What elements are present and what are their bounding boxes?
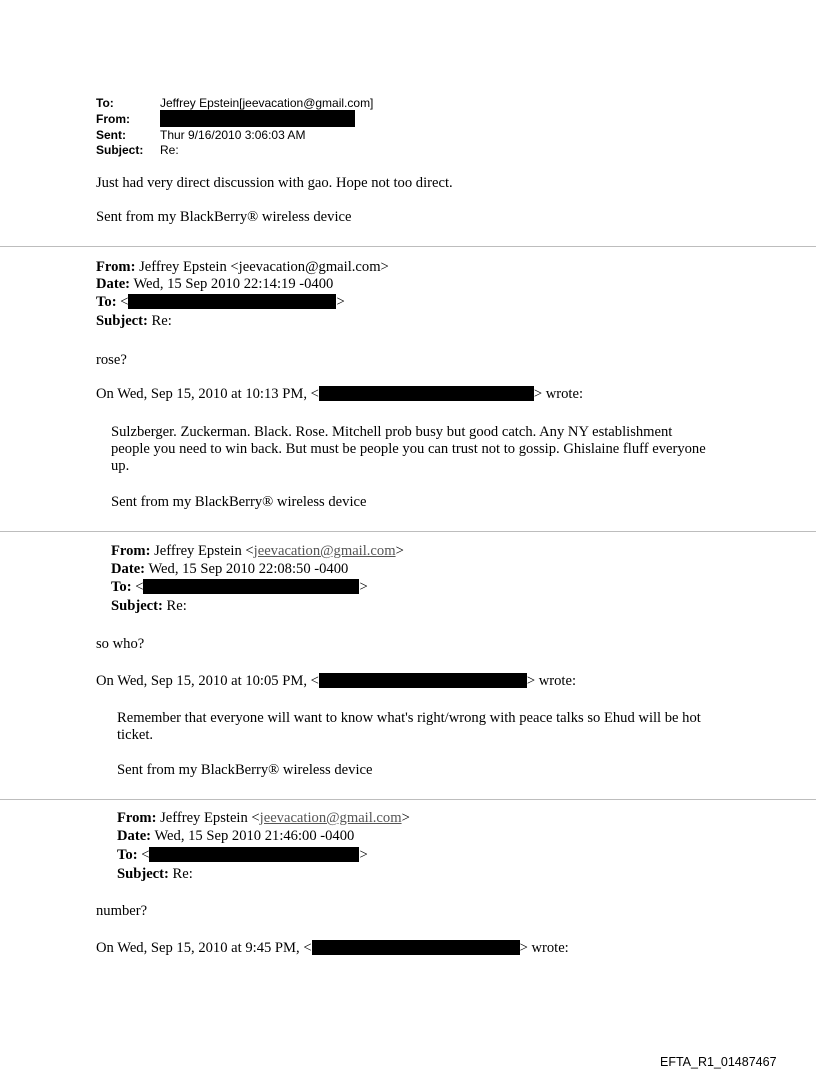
to-open: < bbox=[120, 294, 129, 310]
message-body: rose? bbox=[96, 352, 127, 368]
divider bbox=[0, 246, 816, 247]
date-line bbox=[117, 828, 354, 845]
message-body: Just had very direct discussion with gao. Hope not too direct. bbox=[96, 175, 453, 191]
quote-wrote: > wrote: bbox=[533, 386, 584, 402]
subject-line bbox=[111, 598, 187, 615]
message-body: number? bbox=[96, 903, 148, 919]
to-label: To: bbox=[117, 847, 138, 863]
signature: Sent from my BlackBerry® wireless device bbox=[111, 494, 367, 510]
to-label: To: bbox=[96, 96, 114, 110]
divider bbox=[0, 531, 816, 532]
email-link[interactable]: jeevacation@gmail.com bbox=[253, 543, 396, 559]
quote-wrote: > wrote: bbox=[526, 673, 577, 689]
quote-intro-line bbox=[96, 386, 583, 403]
subject-value: Re: bbox=[166, 598, 187, 614]
from-label: From: bbox=[111, 543, 151, 559]
quoted-body: Sulzberger. Zuckerman. Black. Rose. Mitchell prob busy but good catch. Any NY establishment people you need to win back. But must be people you can trust not to gossip. Ghislaine fluff everyone up. bbox=[111, 424, 706, 474]
redaction-bar bbox=[319, 673, 527, 688]
subject-value: Re: bbox=[172, 866, 193, 882]
quoted-body: Remember that everyone will want to know what's right/wrong with peace talks so Ehud will be hot ticket. bbox=[117, 710, 701, 743]
to-value: Jeffrey Epstein[jeevacation@gmail.com] bbox=[160, 96, 374, 110]
quote-intro: On Wed, Sep 15, 2010 at 10:05 PM, < bbox=[96, 673, 319, 689]
to-open: < bbox=[135, 579, 144, 595]
subject-value: Re: bbox=[160, 143, 179, 157]
quote-intro: On Wed, Sep 15, 2010 at 10:13 PM, < bbox=[96, 386, 319, 402]
quote-wrote: > wrote: bbox=[519, 940, 569, 956]
date-value: Wed, 15 Sep 2010 21:46:00 -0400 bbox=[154, 828, 355, 844]
to-line bbox=[96, 294, 345, 311]
signature: Sent from my BlackBerry® wireless device bbox=[117, 762, 373, 778]
subject-label: Subject: bbox=[117, 866, 169, 882]
to-open: < bbox=[141, 847, 150, 863]
to-line bbox=[111, 579, 368, 596]
quote-intro: On Wed, Sep 15, 2010 at 9:45 PM, < bbox=[96, 940, 312, 956]
sent-value: Thur 9/16/2010 3:06:03 AM bbox=[160, 128, 306, 142]
redaction-bar bbox=[128, 294, 336, 309]
subject-value: Re: bbox=[151, 313, 172, 329]
subject-line bbox=[96, 313, 172, 330]
signature: Sent from my BlackBerry® wireless device bbox=[96, 209, 352, 225]
redaction-bar bbox=[149, 847, 359, 862]
redaction-bar bbox=[312, 940, 520, 955]
email-link[interactable]: jeevacation@gmail.com bbox=[259, 810, 402, 826]
redaction-bar bbox=[160, 110, 355, 127]
date-label: Date: bbox=[96, 276, 131, 292]
from-label: From: bbox=[96, 112, 130, 126]
subject-line bbox=[117, 866, 193, 883]
message-body: so who? bbox=[96, 636, 145, 652]
from-line bbox=[96, 259, 389, 276]
to-close: > bbox=[359, 579, 368, 595]
date-label: Date: bbox=[117, 828, 152, 844]
from-value: Jeffrey Epstein <jeevacation@gmail.com> bbox=[139, 259, 389, 275]
divider bbox=[0, 799, 816, 800]
date-value: Wed, 15 Sep 2010 22:14:19 -0400 bbox=[133, 276, 334, 292]
to-close: > bbox=[359, 847, 368, 863]
from-close: > bbox=[401, 810, 410, 826]
from-label: From: bbox=[117, 810, 157, 826]
quote-intro-line bbox=[96, 940, 569, 957]
date-label: Date: bbox=[111, 561, 146, 577]
to-label: To: bbox=[96, 294, 117, 310]
bates-number: EFTA_R1_01487467 bbox=[660, 1055, 777, 1069]
redaction-bar bbox=[319, 386, 534, 401]
sent-label: Sent: bbox=[96, 128, 126, 142]
from-line bbox=[117, 810, 410, 827]
date-line bbox=[111, 561, 348, 578]
to-label: To: bbox=[111, 579, 132, 595]
from-label: From: bbox=[96, 259, 136, 275]
subject-label: Subject: bbox=[111, 598, 163, 614]
to-close: > bbox=[336, 294, 345, 310]
from-name: Jeffrey Epstein < bbox=[160, 810, 260, 826]
from-close: > bbox=[395, 543, 404, 559]
subject-label: Subject: bbox=[96, 143, 144, 157]
redaction-bar bbox=[143, 579, 359, 594]
from-line bbox=[111, 543, 404, 560]
to-line bbox=[117, 847, 368, 864]
date-line bbox=[96, 276, 333, 293]
from-name: Jeffrey Epstein < bbox=[154, 543, 254, 559]
quote-intro-line bbox=[96, 673, 576, 690]
date-value: Wed, 15 Sep 2010 22:08:50 -0400 bbox=[148, 561, 349, 577]
subject-label: Subject: bbox=[96, 313, 148, 329]
